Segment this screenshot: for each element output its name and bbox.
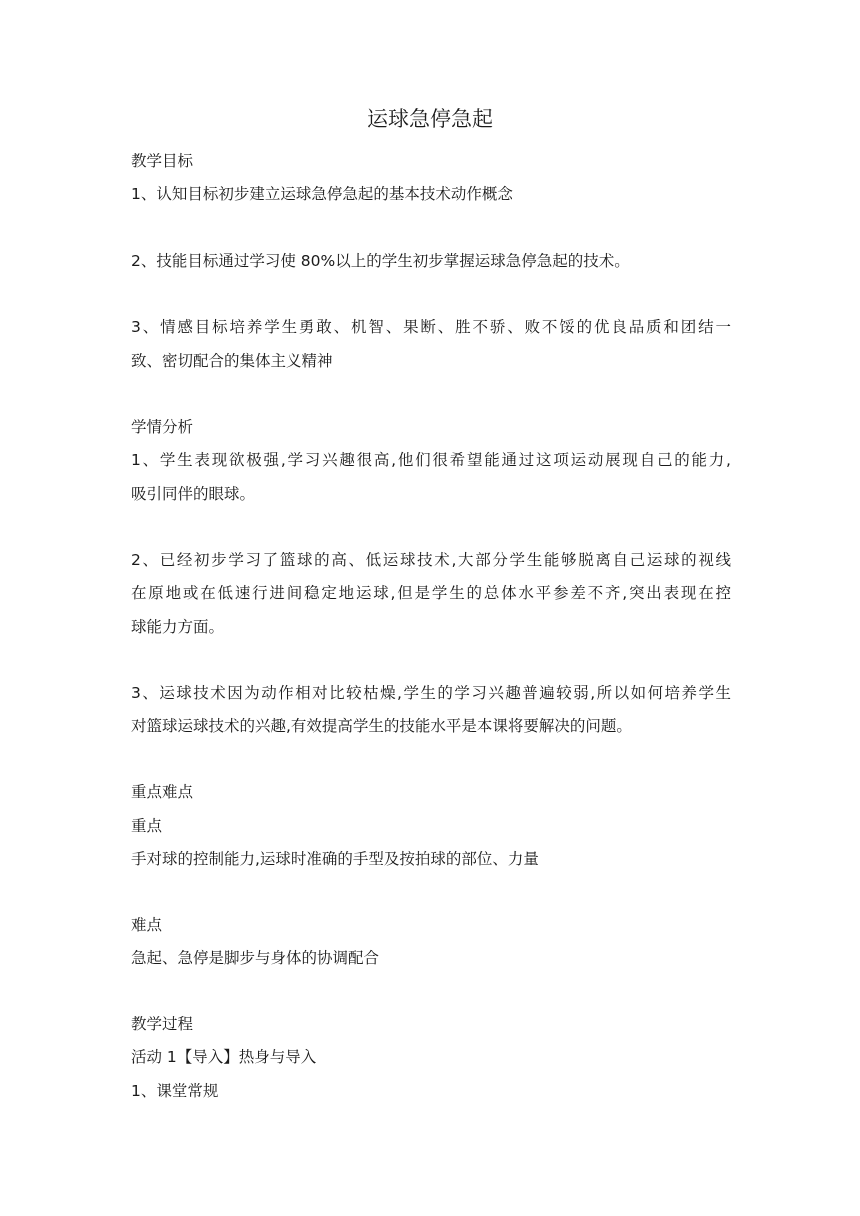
section-heading-learner-analysis: 学情分析: [131, 418, 194, 436]
paragraph-line: 3、运球技术因为动作相对比较枯燥,学生的学习兴趣普遍较弱,所以如何培养学生: [131, 684, 731, 702]
paragraph-line: 吸引同伴的眼球。: [131, 485, 256, 503]
paragraph-line: 对篮球运球技术的兴趣,有效提高学生的技能水平是本课将要解决的问题。: [131, 717, 632, 735]
paragraph-line: 1、学生表现欲极强,学习兴趣很高,他们很希望能通过这项运动展现自己的能力,: [131, 451, 731, 469]
subheading-key-points: 重点: [131, 817, 163, 835]
section-heading-key-difficult-points: 重点难点: [131, 783, 194, 801]
paragraph-line: 1、课堂常规: [131, 1082, 219, 1100]
paragraph-line: 球能力方面。: [131, 618, 225, 636]
paragraph-line: 1、认知目标初步建立运球急停急起的基本技术动作概念: [131, 185, 513, 203]
section-heading-teaching-goals: 教学目标: [131, 152, 194, 170]
paragraph-line: 2、技能目标通过学习使 80%以上的学生初步掌握运球急停急起的技术。: [131, 252, 630, 270]
paragraph-line: 急起、急停是脚步与身体的协调配合: [131, 949, 380, 967]
document-title: 运球急停急起: [367, 107, 493, 131]
paragraph-line: 致、密切配合的集体主义精神: [131, 352, 333, 370]
activity-heading: 活动 1【导入】热身与导入: [131, 1048, 317, 1066]
paragraph-line: 3、情感目标培养学生勇敢、机智、果断、胜不骄、败不馁的优良品质和团结一: [131, 318, 731, 336]
paragraph-line: 手对球的控制能力,运球时准确的手型及按拍球的部位、力量: [131, 850, 539, 868]
paragraph-line: 在原地或在低速行进间稳定地运球,但是学生的总体水平参差不齐,突出表现在控: [131, 584, 731, 602]
paragraph-line: 2、已经初步学习了篮球的高、低运球技术,大部分学生能够脱离自己运球的视线: [131, 551, 731, 569]
subheading-difficult-points: 难点: [131, 916, 163, 934]
section-heading-teaching-process: 教学过程: [131, 1015, 194, 1033]
